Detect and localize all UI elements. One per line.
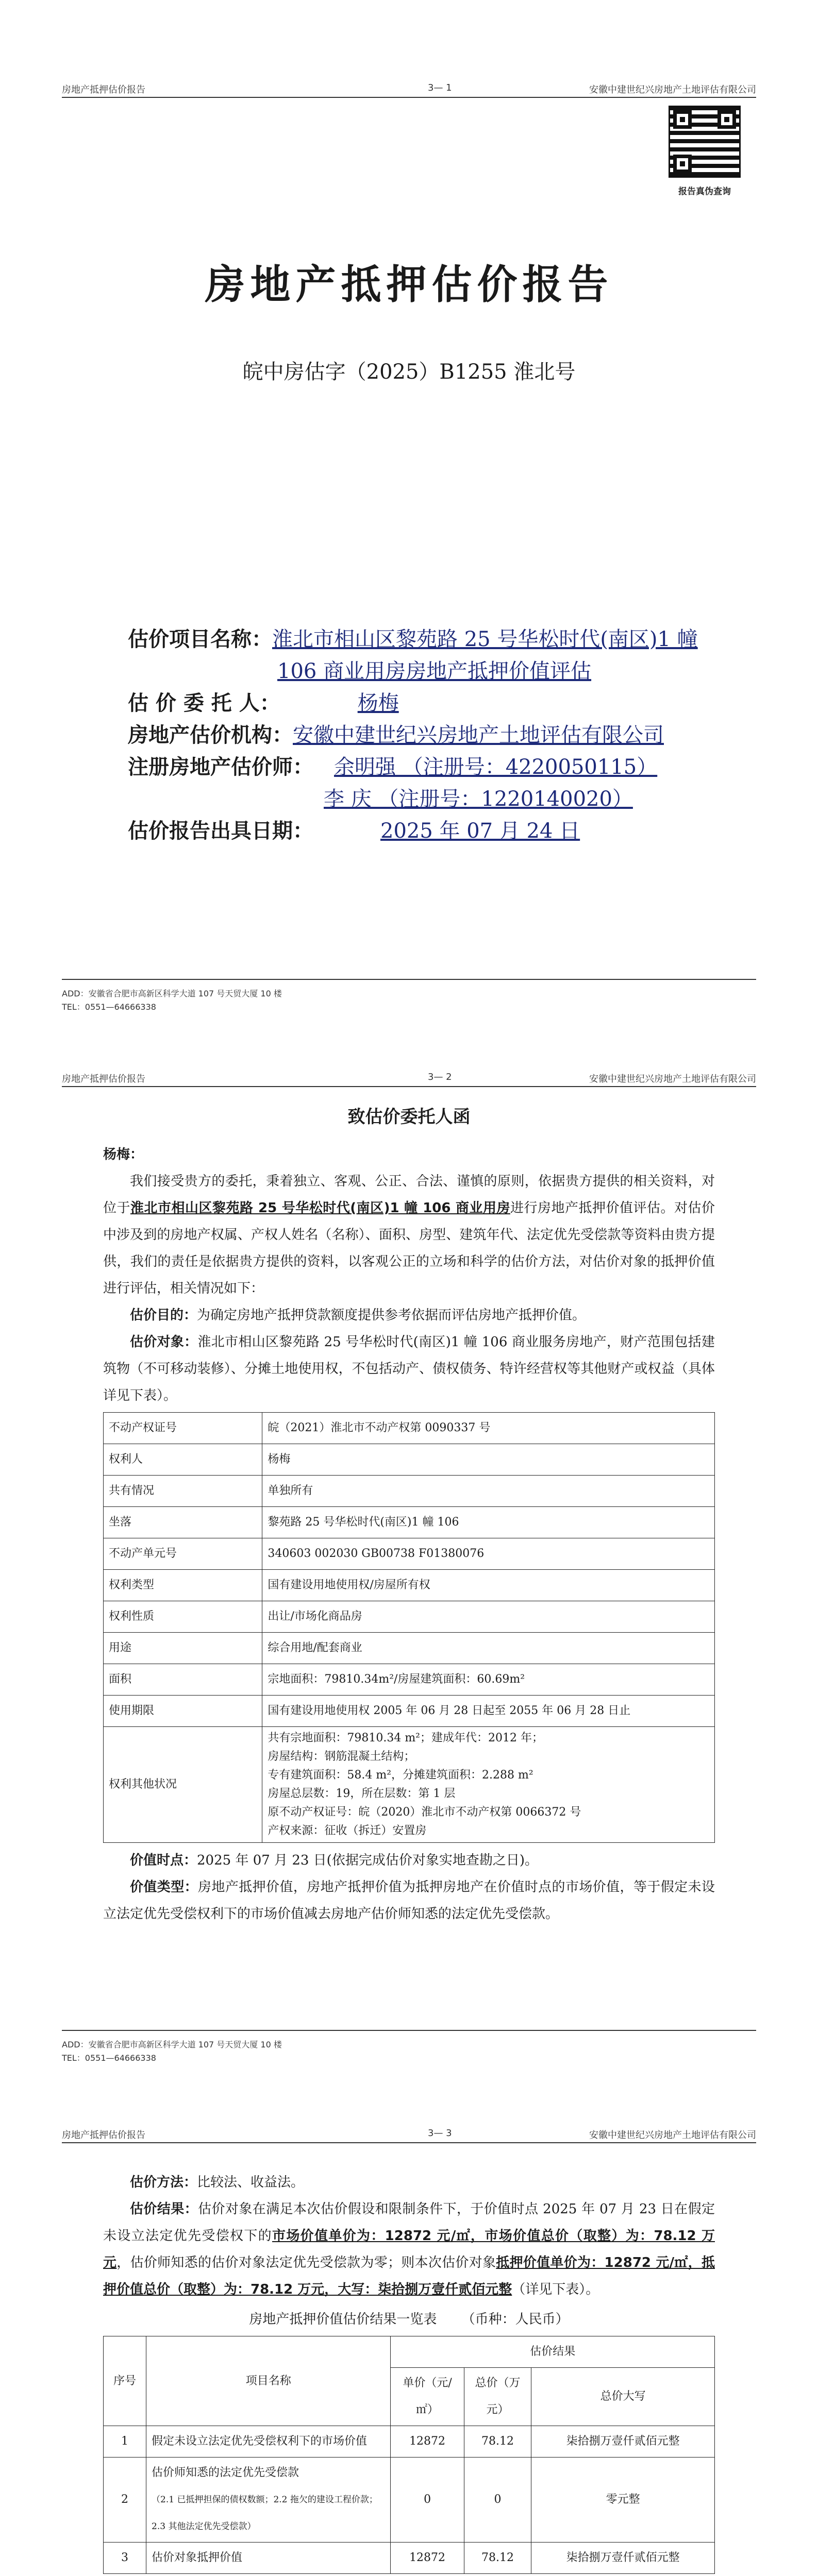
- rights-key: 坐落: [104, 1507, 262, 1538]
- page-header: [62, 1072, 756, 1087]
- page-header: [62, 82, 756, 98]
- rights-value: 综合用地/配套商业: [262, 1633, 715, 1664]
- date-row: [128, 815, 705, 847]
- header-page-number: 3— 1: [428, 82, 452, 93]
- appraiser-1: 余明强 （注册号：4220050115）: [334, 755, 658, 779]
- summary-row: [104, 2458, 715, 2543]
- appraiser-2: 李 庆 （注册号：1220140020）: [324, 787, 633, 811]
- summary-unit: 0: [391, 2458, 464, 2543]
- purpose-paragraph: 估价目的：为确定房地产抵押贷款额度提供参考依据而评估房地产抵押价值。: [130, 1308, 586, 1323]
- summary-total: 0: [464, 2458, 531, 2543]
- rights-table: [103, 1412, 715, 1843]
- footer-tel: TEL：0551—64666338: [62, 1002, 156, 1012]
- rights-row: [104, 1633, 715, 1664]
- rights-key: 面积: [104, 1664, 262, 1696]
- page-header: [62, 2128, 756, 2143]
- rights-value: 单独所有: [262, 1476, 715, 1507]
- rights-other-row: [104, 1727, 715, 1843]
- summary-no: 1: [104, 2426, 146, 2458]
- rights-row: [104, 1538, 715, 1570]
- letter-page-2: [0, 2123, 818, 2576]
- letter-page-1: [0, 1072, 818, 2123]
- rights-row: [104, 1476, 715, 1507]
- header-right: 安徽中建世纪兴房地产土地评估有限公司: [589, 1074, 756, 1084]
- rights-value: 杨梅: [262, 1444, 715, 1476]
- summary-item: [146, 2458, 391, 2543]
- rights-row: [104, 1696, 715, 1727]
- rights-other-line: 房屋总层数：19，所在层数：第 1 层: [268, 1787, 456, 1800]
- rights-other-label: 权利其他状况: [104, 1727, 262, 1843]
- method-paragraph: 估价方法：比较法、收益法。: [130, 2175, 305, 2190]
- summary-unit: 12872: [391, 2543, 464, 2574]
- rights-other-line: 房屋结构：钢筋混凝土结构；: [268, 1750, 415, 1763]
- summary-no: 3: [104, 2543, 146, 2574]
- rights-value: 皖（2021）淮北市不动产权第 0090337 号: [262, 1413, 715, 1444]
- object-paragraph: 估价对象：淮北市相山区黎苑路 25 号华松时代(南区)1 幢 106 商业服务房地产，财产范围包括建筑物（不可移动装修）、分摊土地使用权，不包括动产、债权债务、特许经营权等其他财产或权益（具体详见下表）。: [103, 1334, 715, 1403]
- project-row-2: [128, 655, 705, 687]
- rights-other-line: 专有建筑面积：58.4 m²，分摊建筑面积：2.288 m²: [268, 1769, 533, 1782]
- rights-value: 黎苑路 25 号华松时代(南区)1 幢 106: [262, 1507, 715, 1538]
- client-value: 杨梅: [357, 691, 399, 715]
- summary-item-name: 估价师知悉的法定优先受偿款: [152, 2466, 299, 2479]
- property-address: 淮北市相山区黎苑路 25 号华松时代(南区)1 幢 106 商业用房: [130, 1200, 511, 1216]
- intro-paragraph: 我们接受贵方的委托，秉着独立、客观、公正、合法、谨慎的原则，依据贵方提供的相关资料，对位于淮北市相山区黎苑路 25 号华松时代(南区)1 幢 106 商业用房进行房地产抵押价值评估。对估价中涉及到的房地产权属、产权人姓名（名称）、面积、房型、建筑年代、法定优先受偿款等资料由贵方提供，我们的责任是依据贵方提供的资料，以客观公正的立场和科学的估价方法，对估价对象的抵押价值进行评估，相关情况如下：: [103, 1174, 715, 1296]
- col-unit: 单价（元/㎡）: [391, 2368, 464, 2426]
- cover-info: [128, 623, 705, 847]
- summary-no: 2: [104, 2458, 146, 2543]
- rights-row: [104, 1664, 715, 1696]
- summary-caption: [103, 2306, 715, 2333]
- date-value: 2025 年 07 月 24 日: [380, 819, 580, 843]
- header-right: 安徽中建世纪兴房地产土地评估有限公司: [589, 84, 756, 95]
- summary-row: [104, 2426, 715, 2458]
- footer-address: ADD：安徽省合肥市高新区科学大道 107 号天贸大厦 10 楼: [62, 2040, 282, 2049]
- rights-key: 权利性质: [104, 1601, 262, 1633]
- summary-total: 78.12: [464, 2543, 531, 2574]
- rights-other-line: 产权来源：征收（拆迁）安置房: [268, 1824, 427, 1837]
- rights-key: 用途: [104, 1633, 262, 1664]
- header-left: 房地产抵押估价报告: [62, 1074, 145, 1084]
- rights-other-line: 原不动产权证号：皖（2020）淮北市不动产权第 0066372 号: [268, 1806, 581, 1819]
- page-footer: [62, 2030, 756, 2065]
- client-row: [128, 687, 705, 719]
- mortgage-value: 抵押价值单价为：12872 元/㎡，抵押价值总价（取整）为：78.12 万元，大写：柒拾捌万壹仟贰佰元整: [103, 2255, 715, 2297]
- agency-label: 房地产估价机构：: [128, 723, 293, 747]
- letter-body: [103, 1141, 715, 1927]
- date-label: 估价报告出具日期：: [128, 819, 313, 843]
- salutation: 杨梅：: [103, 1147, 144, 1162]
- header-left: 房地产抵押估价报告: [62, 2130, 145, 2141]
- footer-tel: TEL：0551—64666338: [62, 2053, 156, 2063]
- appraiser-label: 注册房地产估价师：: [128, 755, 313, 779]
- summary-item-name: 假定未设立法定优先受偿权利下的市场价值: [152, 2435, 368, 2448]
- project-value: 淮北市相山区黎苑路 25 号华松时代(南区)1 幢: [272, 628, 698, 651]
- rights-other-line: 共有宗地面积：79810.34 m²；建成年代：2012 年；: [268, 1732, 543, 1744]
- summary-cap: 柒拾捌万壹仟贰佰元整: [531, 2426, 715, 2458]
- rights-row: [104, 1507, 715, 1538]
- rights-key: 权利类型: [104, 1570, 262, 1601]
- agency-row: [128, 719, 705, 751]
- qr-code[interactable]: [669, 106, 741, 178]
- rights-row: [104, 1601, 715, 1633]
- rights-key: 权利人: [104, 1444, 262, 1476]
- agency-value: 安徽中建世纪兴房地产土地评估有限公司: [293, 723, 664, 747]
- summary-row: [104, 2543, 715, 2574]
- value-type-paragraph: 价值类型：房地产抵押价值，房地产抵押价值为抵押房地产在价值时点的市场价值，等于假定未设立法定优先受偿权利下的市场价值减去房地产估价师知悉的法定优先受偿款。: [103, 1879, 715, 1922]
- header-page-number: 3— 2: [428, 1072, 452, 1082]
- summary-table: [103, 2336, 715, 2574]
- project-label: 估价项目名称：: [128, 628, 272, 651]
- summary-unit: 12872: [391, 2426, 464, 2458]
- summary-currency: （币种：人民币）: [461, 2312, 569, 2327]
- report-number: 皖中房估字（2025）B1255 淮北号: [242, 360, 576, 384]
- project-value-2: 106 商业用房房地产抵押价值评估: [277, 659, 592, 683]
- summary-item-sub: （2.1 已抵押担保的债权数额；2.2 拖欠的建设工程价款；2.3 其他法定优先受偿款）: [152, 2495, 378, 2532]
- summary-cap: 柒拾捌万壹仟贰佰元整: [531, 2543, 715, 2574]
- rights-row: [104, 1413, 715, 1444]
- footer-address: ADD：安徽省合肥市高新区科学大道 107 号天贸大厦 10 楼: [62, 989, 282, 998]
- rights-key: 不动产权证号: [104, 1413, 262, 1444]
- summary-item: [146, 2426, 391, 2458]
- qr-label: 报告真伪查询: [678, 187, 731, 197]
- value-date-paragraph: 价值时点：2025 年 07 月 23 日(依据完成估价对象实地查勘之日)。: [130, 1853, 538, 1868]
- rights-row: [104, 1570, 715, 1601]
- col-item: 项目名称: [146, 2336, 391, 2426]
- col-total: 总价（万元）: [464, 2368, 531, 2426]
- summary-title: 房地产抵押价值估价结果一览表: [249, 2312, 437, 2327]
- col-no: 序号: [104, 2336, 146, 2426]
- rights-value: 国有建设用地使用权 2005 年 06 月 28 日起至 2055 年 06 月 28 日止: [262, 1696, 715, 1727]
- header-right: 安徽中建世纪兴房地产土地评估有限公司: [589, 2130, 756, 2141]
- rights-value: 宗地面积：79810.34m²/房屋建筑面积：60.69m²: [262, 1664, 715, 1696]
- rights-other-value: [262, 1727, 715, 1843]
- appraiser-row-2: [128, 783, 705, 815]
- market-value: 市场价值单价为：12872 元/㎡，市场价值总价（取整）为：78.12 万元: [103, 2228, 715, 2270]
- summary-cap: 零元整: [531, 2458, 715, 2543]
- rights-key: 共有情况: [104, 1476, 262, 1507]
- appraiser-row: [128, 751, 705, 783]
- rights-key: 不动产单元号: [104, 1538, 262, 1570]
- page-footer: [62, 979, 756, 1014]
- summary-total: 78.12: [464, 2426, 531, 2458]
- rights-row: [104, 1444, 715, 1476]
- header-page-number: 3— 3: [428, 2128, 452, 2139]
- letter-body-cont: [103, 2169, 715, 2576]
- cover-page: [0, 0, 818, 1072]
- report-title: 房地产抵押估价报告: [205, 262, 613, 308]
- col-cap: 总价大写: [531, 2368, 715, 2426]
- summary-item: [146, 2543, 391, 2574]
- summary-item-name: 估价对象抵押价值: [152, 2551, 243, 2564]
- client-label: 估 价 委 托 人：: [128, 691, 280, 715]
- rights-key: 使用期限: [104, 1696, 262, 1727]
- header-left: 房地产抵押估价报告: [62, 84, 145, 95]
- project-row: [128, 623, 705, 655]
- rights-value: 340603 002030 GB00738 F01380076: [262, 1538, 715, 1570]
- letter-title: 致估价委托人函: [347, 1107, 471, 1127]
- rights-value: 国有建设用地使用权/房屋所有权: [262, 1570, 715, 1601]
- rights-value: 出让/市场化商品房: [262, 1601, 715, 1633]
- result-paragraph: 估价结果：估价对象在满足本次估价假设和限制条件下，于价值时点 2025 年 07 月 23 日在假定未设立法定优先受偿权下的市场价值单价为：12872 元/㎡，市场价值总价（取整）为：78.12 万元，估价师知悉的估价对象法定优先受偿款为零；则本次估价对象抵押价值单价为：12872 元/㎡，抵押价值总价（取整）为：78.12 万元，大写：柒拾捌万壹仟贰佰元整（详见下表）。: [103, 2201, 715, 2297]
- col-result: 估价结果: [391, 2336, 715, 2368]
